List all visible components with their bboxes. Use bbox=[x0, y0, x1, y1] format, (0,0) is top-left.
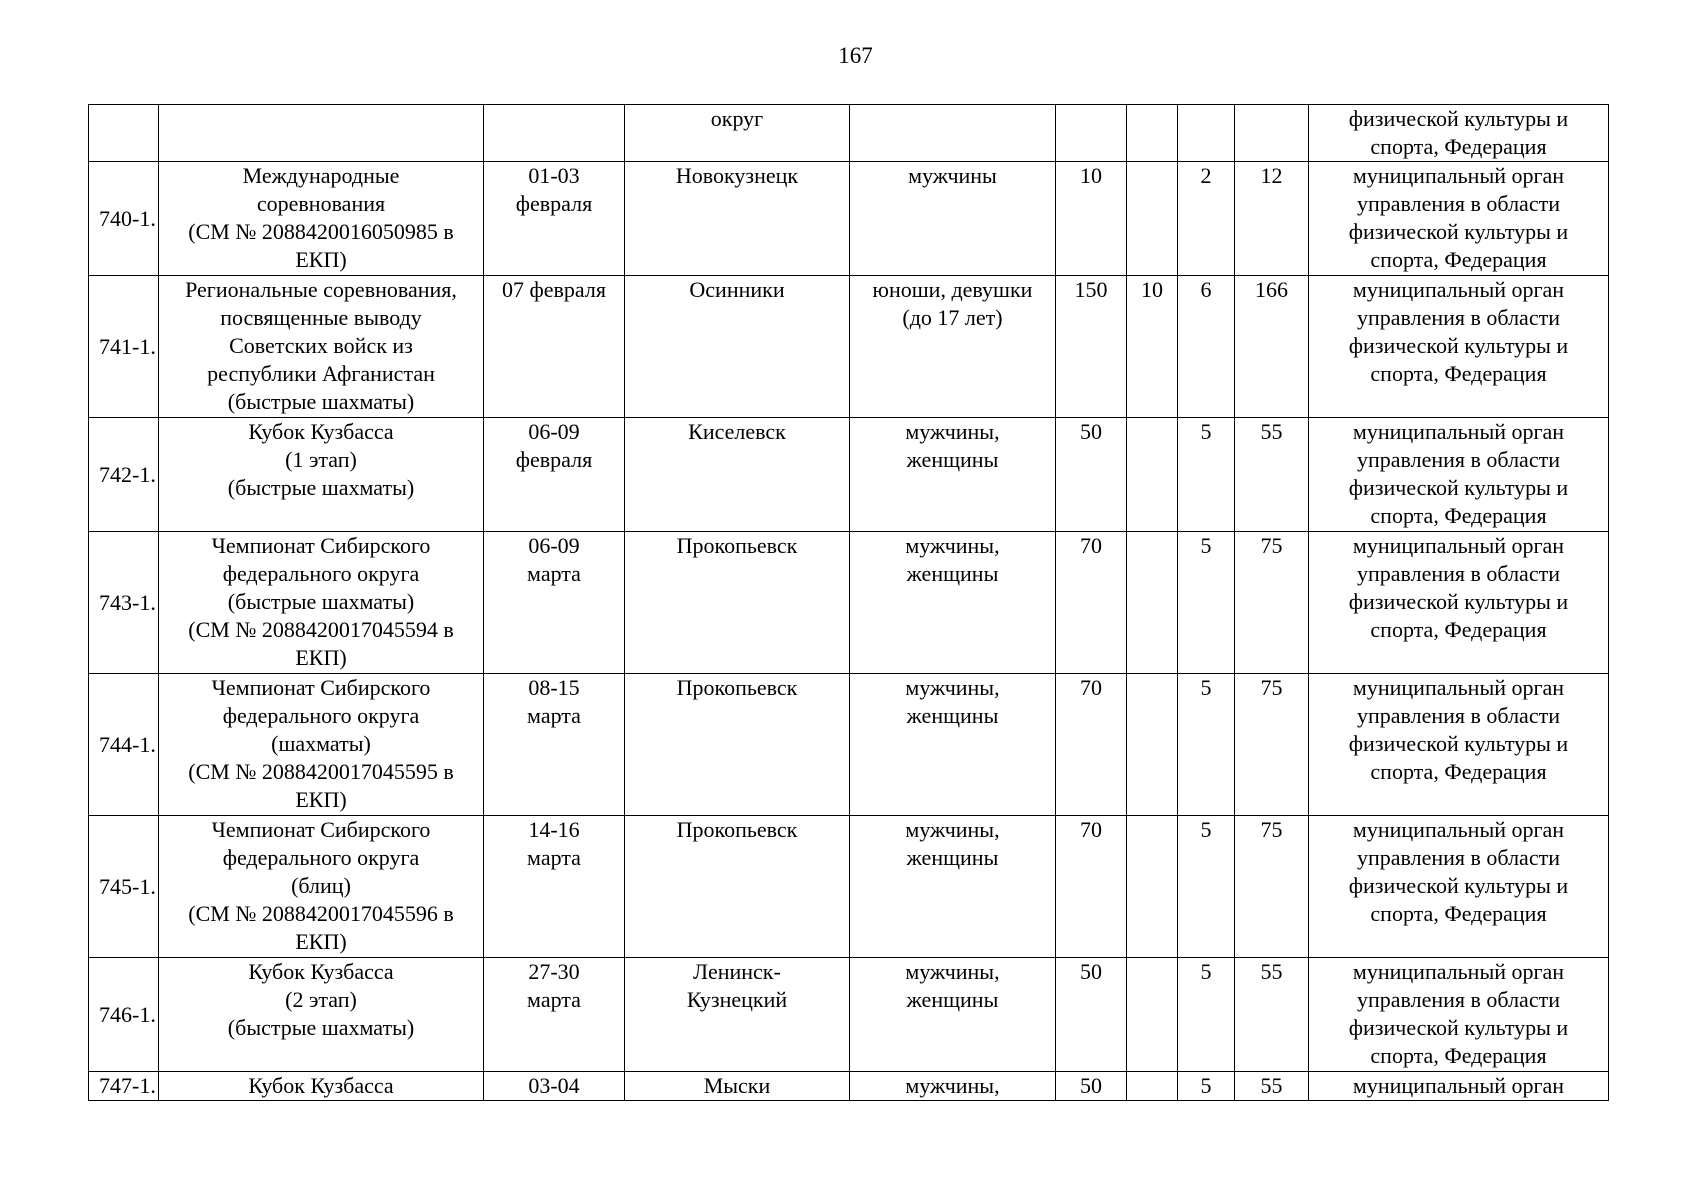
event-name-line: республики Афганистан bbox=[207, 361, 435, 386]
event-participants bbox=[850, 418, 1056, 532]
event-dates bbox=[484, 674, 625, 816]
event-name-line: Региональные соревнования, bbox=[185, 277, 457, 302]
event-participants bbox=[850, 674, 1056, 816]
event-dates bbox=[484, 105, 625, 162]
event-dates-line: марта bbox=[527, 561, 581, 586]
event-number: 746-1. bbox=[89, 958, 159, 1072]
table-row bbox=[89, 105, 1609, 162]
event-dates-line: марта bbox=[527, 845, 581, 870]
event-organizer-line: муниципальный орган bbox=[1352, 817, 1565, 842]
event-dates bbox=[484, 532, 625, 674]
count-total: 75 bbox=[1235, 532, 1309, 674]
event-number: 743-1. bbox=[89, 532, 159, 674]
event-organizer-line: муниципальный орган bbox=[1352, 533, 1565, 558]
event-name-line: (1 этап) bbox=[285, 447, 357, 472]
count-athletes: 150 bbox=[1056, 276, 1127, 418]
count-judges bbox=[1178, 105, 1235, 162]
event-name-line: Чемпионат Сибирского bbox=[211, 675, 431, 700]
table-row bbox=[89, 674, 1609, 816]
event-participants-line: мужчины, bbox=[905, 959, 1000, 984]
event-name-line: Чемпионат Сибирского bbox=[211, 533, 431, 558]
event-organizer-line: муниципальный орган bbox=[1352, 959, 1565, 984]
event-dates-line: 06-09 bbox=[528, 533, 580, 558]
event-organizer-line: управления в области bbox=[1357, 447, 1560, 472]
event-place bbox=[625, 958, 850, 1072]
event-place bbox=[625, 1072, 850, 1101]
event-dates-line: 14-16 bbox=[528, 817, 580, 842]
event-organizer-line: управления в области bbox=[1357, 703, 1560, 728]
event-name bbox=[159, 105, 484, 162]
event-name-line: Кубок Кузбасса bbox=[248, 959, 394, 984]
event-dates bbox=[484, 816, 625, 958]
event-organizer bbox=[1309, 532, 1609, 674]
event-organizer-line: управления в области bbox=[1357, 987, 1560, 1012]
event-name-line: (быстрые шахматы) bbox=[227, 475, 415, 500]
count-coaches bbox=[1127, 674, 1178, 816]
event-place bbox=[625, 532, 850, 674]
event-place-line: Прокопьевск bbox=[676, 675, 798, 700]
event-dates-line: февраля bbox=[515, 447, 593, 472]
event-organizer bbox=[1309, 276, 1609, 418]
event-dates bbox=[484, 418, 625, 532]
event-participants-line: мужчины, bbox=[905, 1073, 1000, 1098]
count-total: 55 bbox=[1235, 418, 1309, 532]
count-judges: 5 bbox=[1178, 532, 1235, 674]
count-judges: 5 bbox=[1178, 418, 1235, 532]
count-athletes bbox=[1056, 105, 1127, 162]
event-dates bbox=[484, 276, 625, 418]
table-row bbox=[89, 958, 1609, 1072]
event-name-line: федерального округа bbox=[222, 845, 420, 870]
event-name-line: ЕКП) bbox=[295, 787, 347, 812]
event-name-line: (СМ № 2088420017045595 в bbox=[188, 759, 454, 784]
event-participants bbox=[850, 532, 1056, 674]
event-number: 741-1. bbox=[89, 276, 159, 418]
event-dates-line: 03-04 bbox=[528, 1073, 580, 1098]
event-name-line: Кубок Кузбасса bbox=[248, 419, 394, 444]
table-row bbox=[89, 276, 1609, 418]
table-row bbox=[89, 1072, 1609, 1101]
event-organizer-line: муниципальный орган bbox=[1352, 1073, 1565, 1098]
count-athletes: 10 bbox=[1056, 162, 1127, 276]
event-participants-line: женщины bbox=[906, 845, 999, 870]
event-organizer bbox=[1309, 958, 1609, 1072]
event-organizer-line: физической культуры и bbox=[1348, 589, 1569, 614]
event-name-line: (СМ № 2088420017045596 в bbox=[188, 901, 454, 926]
event-organizer-line: спорта, Федерация bbox=[1370, 503, 1547, 528]
event-name bbox=[159, 816, 484, 958]
count-judges: 5 bbox=[1178, 816, 1235, 958]
event-participants-line: мужчины, bbox=[905, 419, 1000, 444]
table-body bbox=[89, 105, 1609, 1101]
event-name-line: Кубок Кузбасса bbox=[248, 1073, 394, 1098]
event-organizer bbox=[1309, 1072, 1609, 1101]
event-name-line: ЕКП) bbox=[295, 247, 347, 272]
event-number: 744-1. bbox=[89, 674, 159, 816]
event-organizer-line: физической культуры и bbox=[1348, 475, 1569, 500]
event-participants bbox=[850, 958, 1056, 1072]
table-row bbox=[89, 816, 1609, 958]
event-place bbox=[625, 674, 850, 816]
event-organizer-line: муниципальный орган bbox=[1352, 419, 1565, 444]
event-name bbox=[159, 418, 484, 532]
event-organizer-line: физической культуры и bbox=[1348, 106, 1569, 131]
event-organizer-line: спорта, Федерация bbox=[1370, 901, 1547, 926]
count-coaches: 10 bbox=[1127, 276, 1178, 418]
event-organizer-line: спорта, Федерация bbox=[1370, 1043, 1547, 1068]
event-number: 745-1. bbox=[89, 816, 159, 958]
event-name-line: Советских войск из bbox=[229, 333, 413, 358]
event-participants bbox=[850, 105, 1056, 162]
event-participants-line: мужчины bbox=[908, 163, 997, 188]
event-name-line: соревнования bbox=[256, 191, 386, 216]
event-organizer-line: спорта, Федерация bbox=[1370, 134, 1547, 159]
count-athletes: 50 bbox=[1056, 1072, 1127, 1101]
count-athletes: 70 bbox=[1056, 816, 1127, 958]
count-coaches bbox=[1127, 162, 1178, 276]
event-participants bbox=[850, 1072, 1056, 1101]
event-organizer-line: муниципальный орган bbox=[1352, 277, 1565, 302]
event-organizer-line: управления в области bbox=[1357, 191, 1560, 216]
event-name bbox=[159, 1072, 484, 1101]
event-organizer-line: муниципальный орган bbox=[1352, 675, 1565, 700]
count-coaches bbox=[1127, 532, 1178, 674]
event-place bbox=[625, 276, 850, 418]
event-place-line: Кузнецкий bbox=[686, 987, 788, 1012]
event-organizer bbox=[1309, 674, 1609, 816]
event-dates-line: 06-09 bbox=[528, 419, 580, 444]
count-judges: 5 bbox=[1178, 1072, 1235, 1101]
count-total bbox=[1235, 105, 1309, 162]
event-organizer bbox=[1309, 105, 1609, 162]
count-athletes: 70 bbox=[1056, 532, 1127, 674]
count-judges: 5 bbox=[1178, 958, 1235, 1072]
event-organizer-line: спорта, Федерация bbox=[1370, 361, 1547, 386]
event-participants-line: юноши, девушки bbox=[872, 277, 1033, 302]
event-name-line: (СМ № 2088420017045594 в bbox=[188, 617, 454, 642]
count-coaches bbox=[1127, 816, 1178, 958]
event-name-line: Чемпионат Сибирского bbox=[211, 817, 431, 842]
event-participants-line: женщины bbox=[906, 987, 999, 1012]
event-organizer bbox=[1309, 162, 1609, 276]
event-organizer bbox=[1309, 418, 1609, 532]
event-name-line: (2 этап) bbox=[285, 987, 357, 1012]
count-total: 75 bbox=[1235, 816, 1309, 958]
event-place bbox=[625, 162, 850, 276]
count-coaches bbox=[1127, 958, 1178, 1072]
count-total: 12 bbox=[1235, 162, 1309, 276]
count-total: 55 bbox=[1235, 1072, 1309, 1101]
count-athletes: 50 bbox=[1056, 958, 1127, 1072]
event-name bbox=[159, 276, 484, 418]
event-place-line: Осинники bbox=[689, 277, 785, 302]
event-name-line: (быстрые шахматы) bbox=[227, 589, 415, 614]
page-number: 167 bbox=[838, 43, 873, 68]
event-name bbox=[159, 162, 484, 276]
table-row bbox=[89, 162, 1609, 276]
event-name-line: (быстрые шахматы) bbox=[227, 389, 415, 414]
event-place-line: Новокузнецк bbox=[675, 163, 799, 188]
table-row bbox=[89, 418, 1609, 532]
event-organizer-line: спорта, Федерация bbox=[1370, 247, 1547, 272]
event-place-line: Мыски bbox=[703, 1073, 771, 1098]
count-athletes: 50 bbox=[1056, 418, 1127, 532]
event-participants bbox=[850, 276, 1056, 418]
event-place bbox=[625, 418, 850, 532]
event-name-line: (СМ № 2088420016050985 в bbox=[188, 219, 454, 244]
event-dates-line: марта bbox=[527, 987, 581, 1012]
event-place-line: Киселевск bbox=[688, 419, 786, 444]
count-judges: 5 bbox=[1178, 674, 1235, 816]
event-participants-line: (до 17 лет) bbox=[902, 305, 1003, 330]
event-name bbox=[159, 532, 484, 674]
event-dates-line: 27-30 bbox=[528, 959, 580, 984]
event-number: 742-1. bbox=[89, 418, 159, 532]
event-dates-line: 08-15 bbox=[528, 675, 580, 700]
count-total: 75 bbox=[1235, 674, 1309, 816]
event-number bbox=[89, 105, 159, 162]
event-organizer-line: управления в области bbox=[1357, 845, 1560, 870]
event-dates bbox=[484, 1072, 625, 1101]
event-organizer-line: управления в области bbox=[1357, 305, 1560, 330]
event-name-line: (шахматы) bbox=[271, 731, 371, 756]
event-participants-line: женщины bbox=[906, 561, 999, 586]
event-participants-line: мужчины, bbox=[905, 533, 1000, 558]
count-total: 55 bbox=[1235, 958, 1309, 1072]
event-number: 747-1. bbox=[89, 1072, 159, 1101]
event-number: 740-1. bbox=[89, 162, 159, 276]
event-place-line: Прокопьевск bbox=[676, 533, 798, 558]
event-name bbox=[159, 674, 484, 816]
count-athletes: 70 bbox=[1056, 674, 1127, 816]
event-participants-line: женщины bbox=[906, 447, 999, 472]
event-organizer-line: физической культуры и bbox=[1348, 333, 1569, 358]
event-name bbox=[159, 958, 484, 1072]
event-dates bbox=[484, 162, 625, 276]
event-name-line: Международные bbox=[242, 163, 400, 188]
event-participants bbox=[850, 162, 1056, 276]
event-participants-line: мужчины, bbox=[905, 675, 1000, 700]
events-table bbox=[88, 104, 1609, 1101]
event-participants bbox=[850, 816, 1056, 958]
count-judges: 6 bbox=[1178, 276, 1235, 418]
event-place bbox=[625, 105, 850, 162]
event-place-line: округ bbox=[710, 106, 764, 131]
event-organizer-line: спорта, Федерация bbox=[1370, 617, 1547, 642]
event-place-line: Ленинск- bbox=[693, 959, 781, 984]
event-name-line: посвященные выводу bbox=[220, 305, 422, 330]
event-dates bbox=[484, 958, 625, 1072]
event-participants-line: женщины bbox=[906, 703, 999, 728]
count-coaches bbox=[1127, 105, 1178, 162]
event-dates-line: марта bbox=[527, 703, 581, 728]
event-participants-line: мужчины, bbox=[905, 817, 1000, 842]
event-place-line: Прокопьевск bbox=[676, 817, 798, 842]
event-dates-line: февраля bbox=[515, 191, 593, 216]
event-organizer-line: управления в области bbox=[1357, 561, 1560, 586]
event-name-line: федерального округа bbox=[222, 561, 420, 586]
table-row bbox=[89, 532, 1609, 674]
count-judges: 2 bbox=[1178, 162, 1235, 276]
event-organizer-line: физической культуры и bbox=[1348, 731, 1569, 756]
count-coaches bbox=[1127, 1072, 1178, 1101]
count-coaches bbox=[1127, 418, 1178, 532]
event-organizer bbox=[1309, 816, 1609, 958]
event-organizer-line: муниципальный орган bbox=[1352, 163, 1565, 188]
count-total: 166 bbox=[1235, 276, 1309, 418]
event-organizer-line: физической культуры и bbox=[1348, 219, 1569, 244]
event-name-line: ЕКП) bbox=[295, 645, 347, 670]
event-name-line: (быстрые шахматы) bbox=[227, 1015, 415, 1040]
event-dates-line: 01-03 bbox=[528, 163, 580, 188]
event-name-line: федерального округа bbox=[222, 703, 420, 728]
event-organizer-line: физической культуры и bbox=[1348, 873, 1569, 898]
event-organizer-line: спорта, Федерация bbox=[1370, 759, 1547, 784]
event-place bbox=[625, 816, 850, 958]
event-organizer-line: физической культуры и bbox=[1348, 1015, 1569, 1040]
event-name-line: (блиц) bbox=[291, 873, 351, 898]
event-name-line: ЕКП) bbox=[295, 929, 347, 954]
event-dates-line: 07 февраля bbox=[502, 277, 606, 302]
